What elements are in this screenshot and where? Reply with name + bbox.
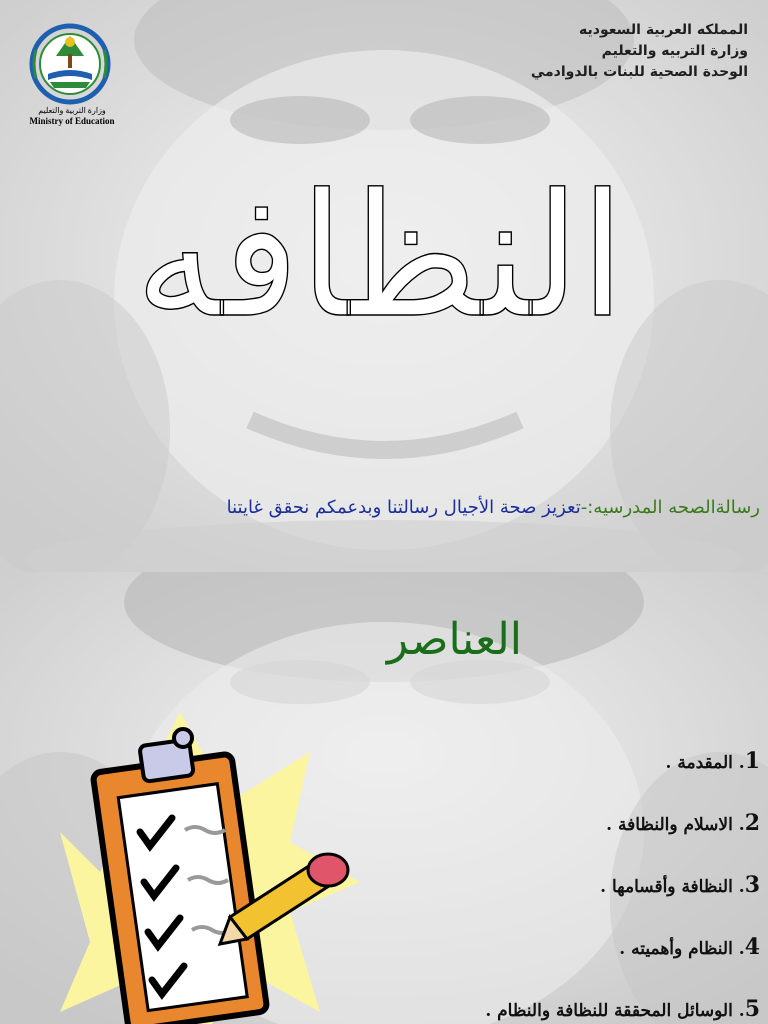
- logo-caption-english: Ministry of Education: [29, 116, 115, 126]
- slide-2: [0, 572, 768, 1024]
- item-number: 5: [744, 996, 760, 1022]
- item-text: الوسائل المحققة للنظافة والنظام .: [485, 1001, 733, 1021]
- header-health-unit: الوحدة الصحية للبنات بالدوادمي: [530, 64, 748, 80]
- list-item: 4. النظام وأهميته .: [619, 934, 760, 960]
- title-outline: [120, 150, 640, 350]
- list-item: 1. المقدمة .: [665, 748, 760, 774]
- item-number: 2: [744, 810, 760, 836]
- ministry-logo-icon: [22, 22, 122, 106]
- message-slogan: تعزيز صحة الأجيال رسالتنا وبدعمكم نحقق غايتنا: [226, 497, 581, 518]
- item-number: 3: [744, 872, 760, 898]
- slide-title: النظافه: [135, 158, 625, 350]
- school-health-message: [227, 495, 760, 521]
- item-text: النظافة وأقسامها .: [600, 877, 733, 897]
- logo-caption: [20, 105, 124, 127]
- item-text: النظام وأهميته .: [619, 939, 733, 959]
- list-item: 3. النظافة وأقسامها .: [600, 872, 760, 898]
- elements-title: العناصر: [386, 614, 522, 665]
- logo-caption-arabic: وزارة التربية والتعليم: [38, 106, 106, 115]
- item-text: الاسلام والنظافة .: [606, 815, 733, 835]
- header-ministry: وزارة التربيه والتعليم: [601, 43, 748, 59]
- list-item: 2. الاسلام والنظافة .: [606, 810, 760, 836]
- item-number: 1: [744, 748, 760, 774]
- clipboard-checklist-icon: [60, 712, 360, 1024]
- list-item: 5. الوسائل المحققة للنظافة والنظام .: [485, 996, 760, 1022]
- elements-list: [485, 748, 760, 1024]
- ministry-header: [531, 20, 748, 83]
- item-number: 4: [744, 934, 760, 960]
- item-text: المقدمة .: [665, 753, 733, 773]
- message-lead: رسالةالصحه المدرسيه:-: [580, 497, 760, 518]
- header-kingdom: المملكه العربية السعوديه: [579, 22, 748, 38]
